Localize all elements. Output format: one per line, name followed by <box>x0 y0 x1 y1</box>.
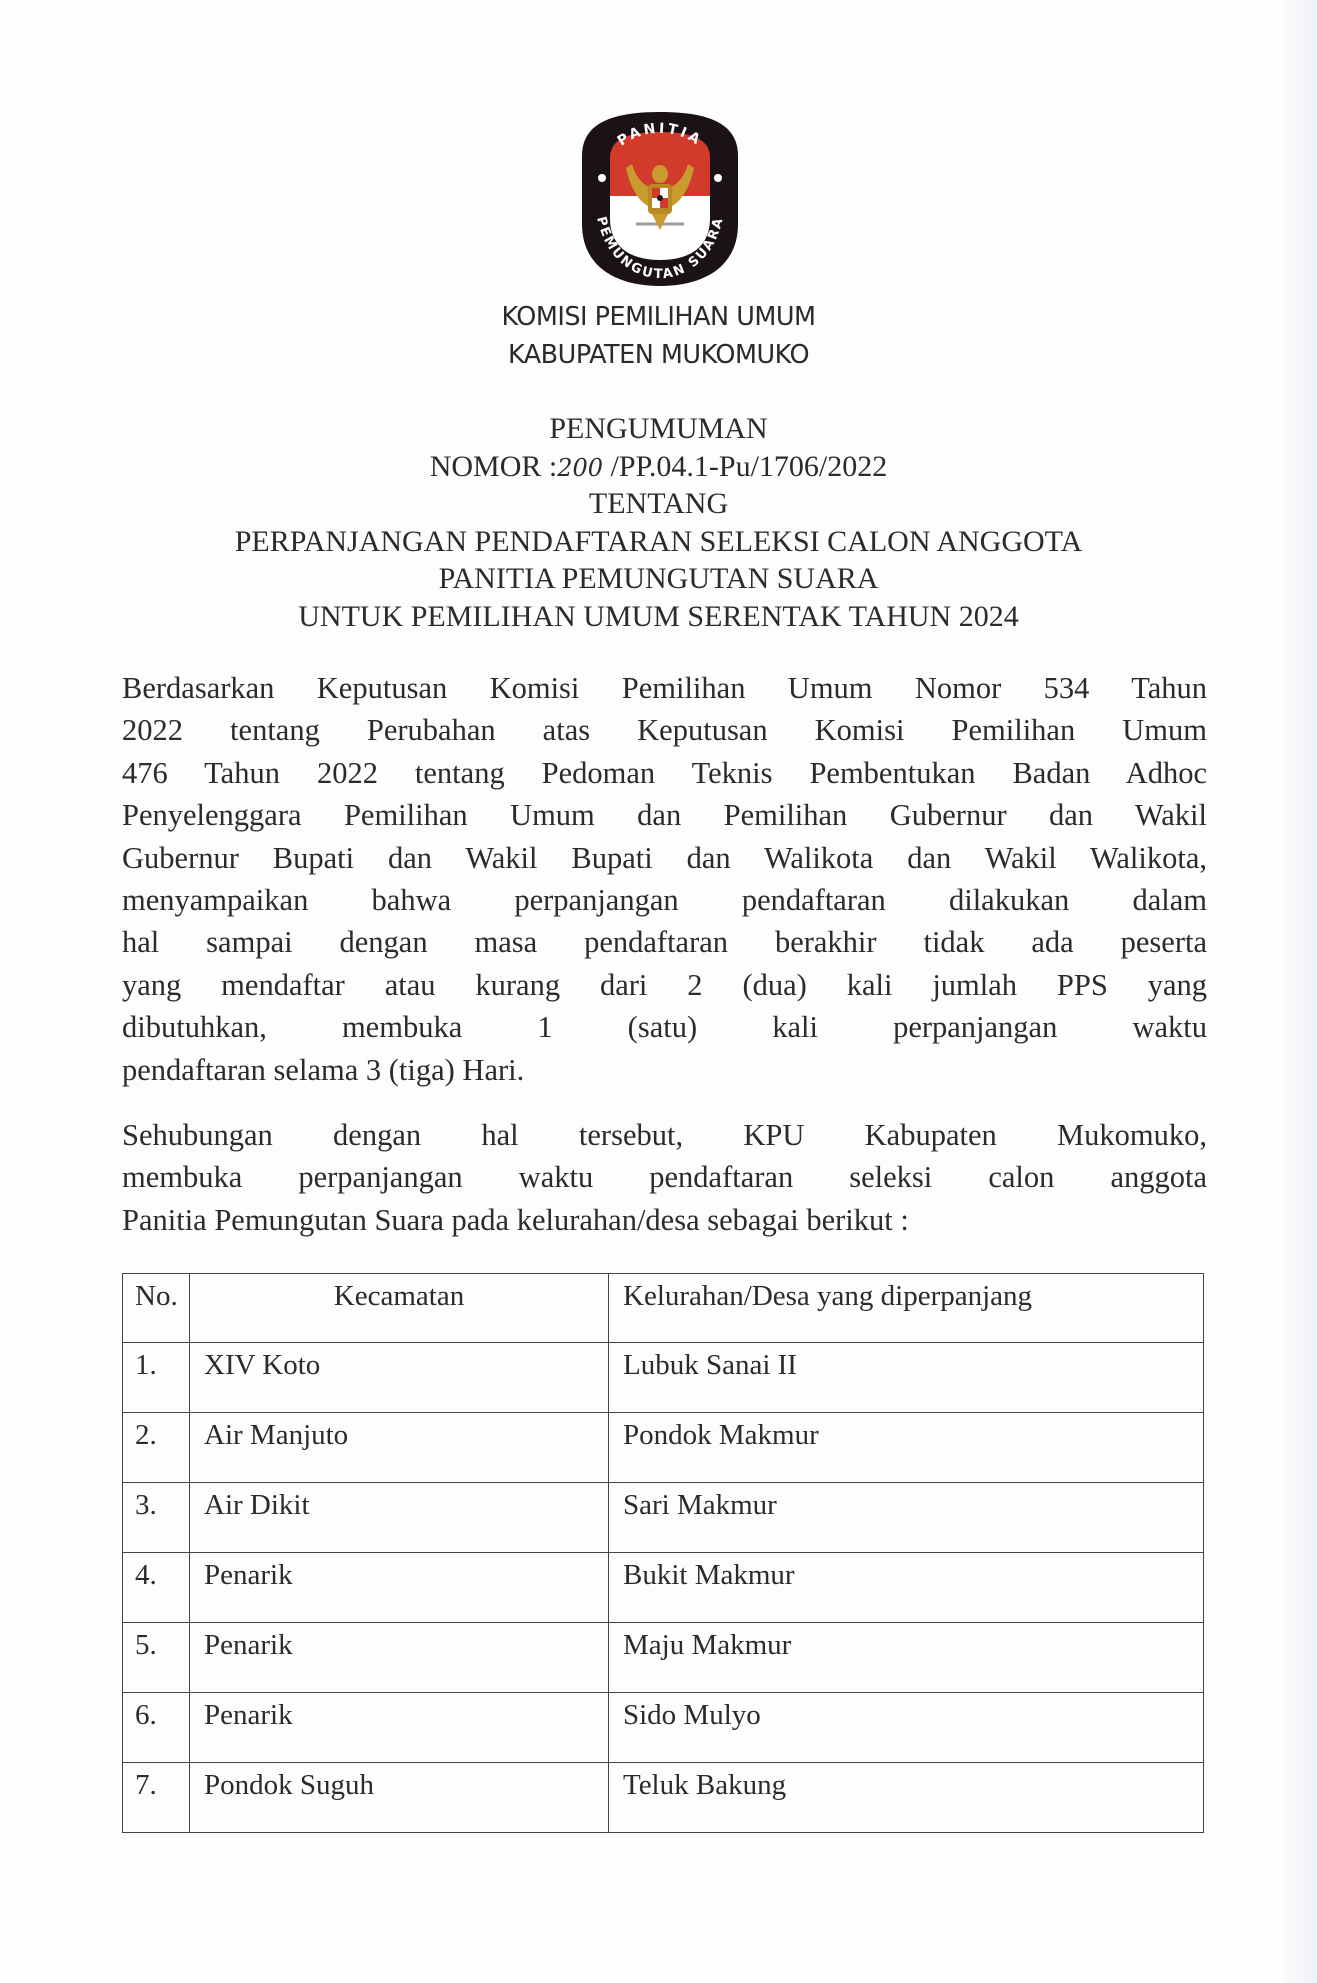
paragraph-line: Sehubungan dengan hal tersebut, KPU Kabupaten Mukomuko, <box>122 1118 1207 1152</box>
cell-no: 5. <box>123 1623 190 1693</box>
page-edge-shade <box>1277 0 1317 1983</box>
cell-kecamatan: Penarik <box>190 1693 609 1763</box>
paragraph-legal-basis <box>122 667 1207 1091</box>
cell-kelurahan: Sari Makmur <box>609 1483 1204 1553</box>
paragraph-announcement <box>122 1114 1207 1241</box>
cell-no: 7. <box>123 1763 190 1833</box>
paragraph-line: hal sampai dengan masa pendaftaran berakhir tidak ada peserta <box>122 925 1207 960</box>
cell-kecamatan: Penarik <box>190 1553 609 1623</box>
cell-no: 4. <box>123 1553 190 1623</box>
paragraph-line: Panitia Pemungutan Suara pada kelurahan/desa sebagai berikut : <box>122 1202 909 1237</box>
cell-kelurahan: Bukit Makmur <box>609 1553 1204 1623</box>
paragraph-line: membuka perpanjangan waktu pendaftaran seleksi calon anggota <box>122 1160 1207 1195</box>
table-row <box>123 1553 1204 1623</box>
cell-kecamatan: Pondok Suguh <box>190 1763 609 1833</box>
table-header-row <box>123 1274 1204 1343</box>
table-row <box>123 1483 1204 1553</box>
subject-line-3: UNTUK PEMILIHAN UMUM SERENTAK TAHUN 2024 <box>298 600 1019 633</box>
subject-line-2: PANITIA PEMUNGUTAN SUARA <box>438 562 879 595</box>
paragraph-line: dibutuhkan, membuka 1 (satu) kali perpanjangan waktu <box>122 1010 1207 1045</box>
pps-emblem-logo <box>574 108 746 288</box>
cell-kecamatan: Air Dikit <box>190 1483 609 1553</box>
cell-kelurahan: Lubuk Sanai II <box>609 1343 1204 1413</box>
emblem-bottom-text: PEMUNGUTAN SUARA <box>593 214 727 283</box>
cell-kecamatan: Air Manjuto <box>190 1413 609 1483</box>
nomor-label: NOMOR : <box>429 450 558 483</box>
paragraph-line: 476 Tahun 2022 tentang Pedoman Teknis Pembentukan Badan Adhoc <box>122 755 1207 790</box>
cell-kecamatan: Penarik <box>190 1623 609 1693</box>
paragraph-line: pendaftaran selama 3 (tiga) Hari. <box>122 1052 525 1087</box>
paragraph-line: Penyelenggara Pemilihan Umum dan Pemilihan Gubernur dan Wakil <box>122 798 1207 833</box>
org-name-line-1: KOMISI PEMILIHAN UMUM <box>501 302 816 332</box>
cell-kelurahan: Maju Makmur <box>609 1623 1204 1693</box>
paragraph-line: yang mendaftar atau kurang dari 2 (dua) kali jumlah PPS yang <box>122 967 1207 1002</box>
emblem-top-text: PANITIA <box>614 120 706 150</box>
paragraph-line: 2022 tentang Perubahan atas Keputusan Komisi Pemilihan Umum <box>122 713 1207 748</box>
header-kelurahan: Kelurahan/Desa yang diperpanjang <box>609 1274 1204 1343</box>
document-number <box>0 450 1317 484</box>
cell-no: 1. <box>123 1343 190 1413</box>
header-no: No. <box>123 1274 190 1343</box>
cell-no: 6. <box>123 1693 190 1763</box>
cell-no: 3. <box>123 1483 190 1553</box>
table-row <box>123 1413 1204 1483</box>
paragraph-line: Gubernur Bupati dan Wakil Bupati dan Walikota dan Wakil Walikota, <box>122 840 1207 875</box>
paragraph-line: menyampaikan bahwa perpanjangan pendaftaran dilakukan dalam <box>122 883 1207 918</box>
table-row <box>123 1763 1204 1833</box>
nomor-code: /PP.04.1-Pu/1706/2022 <box>603 450 888 483</box>
document-type: PENGUMUMAN <box>549 412 768 445</box>
org-name-line-2: KABUPATEN MUKOMUKO <box>507 340 810 370</box>
cell-kecamatan: XIV Koto <box>190 1343 609 1413</box>
cell-kelurahan: Teluk Bakung <box>609 1763 1204 1833</box>
emblem-dot-right <box>714 174 722 182</box>
subject-line-1: PERPANJANGAN PENDAFTARAN SELEKSI CALON ANGGOTA <box>234 525 1083 558</box>
extended-villages-table <box>122 1273 1204 1833</box>
paragraph-line: Berdasarkan Keputusan Komisi Pemilihan Umum Nomor 534 Tahun <box>122 671 1207 705</box>
header-kecamatan: Kecamatan <box>190 1274 609 1343</box>
nomor-handwritten-number: 200 <box>557 454 604 482</box>
table-row <box>123 1343 1204 1413</box>
cell-kelurahan: Sido Mulyo <box>609 1693 1204 1763</box>
table-row <box>123 1623 1204 1693</box>
cell-kelurahan: Pondok Makmur <box>609 1413 1204 1483</box>
table-row <box>123 1693 1204 1763</box>
emblem-dot-left <box>598 174 606 182</box>
cell-no: 2. <box>123 1413 190 1483</box>
tentang-heading: TENTANG <box>588 487 729 520</box>
